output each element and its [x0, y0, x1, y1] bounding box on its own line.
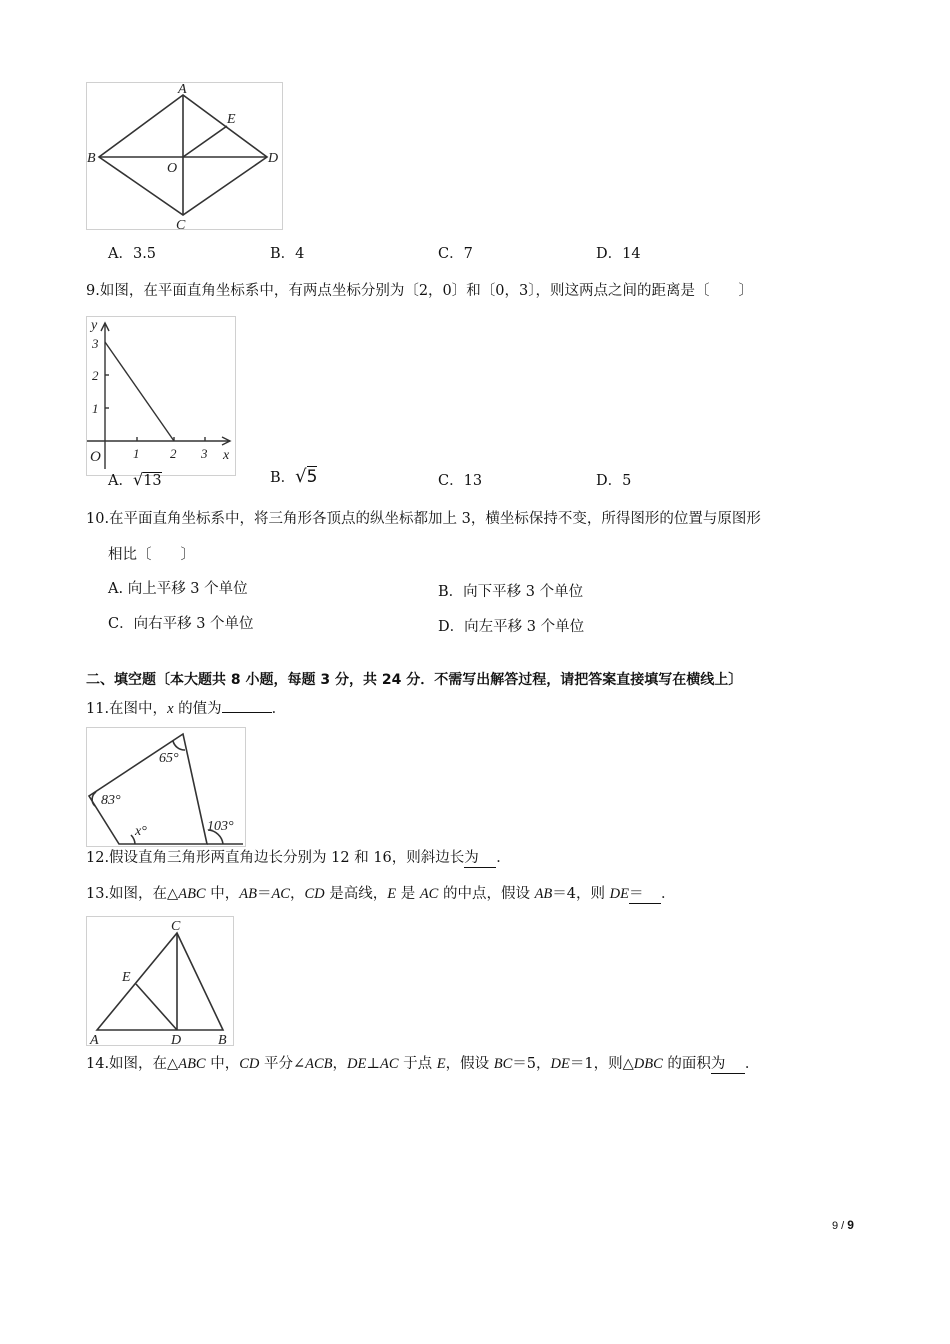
label-a: A: [90, 1033, 99, 1045]
text: DE: [347, 1056, 367, 1072]
y-tick-1: 1: [92, 401, 99, 416]
triangle-figure: [86, 916, 234, 1046]
text: DBC: [633, 1056, 663, 1072]
text: ＝5，: [512, 1056, 551, 1072]
text: BC: [493, 1056, 513, 1072]
x-tick-1: 1: [133, 446, 140, 461]
text: ＝4，则: [552, 886, 610, 902]
quadrilateral-figure: [86, 727, 246, 847]
answer-blank[interactable]: ＝: [629, 882, 661, 904]
label-b: B: [218, 1033, 227, 1045]
text: 中，: [205, 1056, 240, 1072]
q9-b-radicand: 5: [306, 467, 318, 487]
text: ＝: [256, 886, 272, 902]
q11-end: ．: [271, 701, 287, 717]
angle-65: 65°: [159, 751, 179, 766]
q10-text-line1: 10.在平面直角坐标系中，将三角形各顶点的纵坐标都加上 3，横坐标保持不变，所得图形的位置与原图形: [86, 511, 761, 527]
q9-text: 9.如图，在平面直角坐标系中，有两点坐标分别为〔2，0〕和〔0，3〕，则这两点之间的距离是〔 〕: [86, 283, 753, 299]
page-number: [832, 1218, 854, 1232]
q12-text: [86, 846, 511, 868]
text: 是: [396, 886, 420, 902]
text: ACB: [305, 1056, 333, 1072]
q11-suffix: 的值为: [173, 701, 222, 717]
text: E: [436, 1056, 446, 1072]
x-tick-2: 2: [170, 446, 177, 461]
label-c: C: [171, 919, 181, 934]
text: ，: [332, 1056, 348, 1072]
axis-y-label: y: [91, 318, 98, 333]
q8-option-d: D．14: [596, 246, 641, 262]
text: ⊥: [366, 1056, 381, 1072]
text: ，假设: [445, 1056, 494, 1072]
angle-83: 83°: [101, 793, 121, 808]
label-a: A: [178, 83, 187, 97]
q9-option-a: [108, 469, 162, 490]
answer-blank[interactable]: 为: [711, 1052, 745, 1074]
label-d: D: [268, 151, 279, 166]
axis-x-label: x: [223, 448, 230, 463]
text: 的中点，假设: [438, 886, 535, 902]
sqrt-icon: √: [295, 466, 307, 487]
y-tick-3: 3: [92, 336, 99, 351]
text: ＝1，则△: [569, 1056, 634, 1072]
coordinate-figure: [86, 316, 236, 476]
label-d: D: [171, 1033, 182, 1045]
q11-text: [86, 697, 286, 718]
text: ．: [744, 1056, 760, 1072]
label-e: E: [122, 970, 131, 985]
sqrt-icon: √: [132, 470, 144, 489]
text: 于点: [398, 1056, 437, 1072]
angle-103: 103°: [207, 819, 234, 834]
text: E: [387, 886, 397, 902]
y-tick-2: 2: [92, 368, 99, 383]
text: 平分∠: [259, 1056, 306, 1072]
answer-blank[interactable]: [222, 712, 272, 713]
text: 是高线，: [324, 886, 388, 902]
text: CD: [239, 1056, 260, 1072]
origin-label: O: [90, 449, 101, 465]
q10-option-b: B．向下平移 3 个单位: [438, 584, 584, 600]
text: 13.如图，在△: [86, 886, 179, 902]
text: DE: [550, 1056, 570, 1072]
q12-end: ．: [496, 850, 511, 866]
quad-outline: [89, 734, 207, 844]
page-sep: /: [838, 1220, 848, 1232]
section-title: 二、填空题〔本大题共 8 小题，每题 3 分，共 24 分．不需写出解答过程，请把答案直接填写在横线上〕: [86, 672, 743, 688]
text: AB: [239, 886, 257, 902]
text: ，: [289, 886, 305, 902]
triangle-outline: [97, 933, 223, 1030]
label-b: B: [87, 151, 96, 166]
text: ABC: [178, 1056, 206, 1072]
page-total: 9: [847, 1218, 854, 1232]
q12-body: 12.假设直角三角形两直角边长分别为 12 和 16，则斜边长: [86, 850, 465, 866]
text: AC: [419, 886, 439, 902]
q9-option-b: [270, 466, 317, 487]
q9-option-d: D．5: [596, 473, 632, 489]
q13-text: [86, 882, 675, 904]
label-e: E: [227, 112, 236, 127]
q10-option-c: C．向右平移 3 个单位: [108, 616, 254, 632]
text: ABC: [178, 886, 206, 902]
answer-blank[interactable]: 为: [464, 846, 496, 868]
q8-option-c: C．7: [438, 246, 473, 262]
text: AC: [271, 886, 290, 902]
text: AC: [380, 1056, 399, 1072]
q9-option-c: C．13: [438, 473, 483, 489]
text: 中，: [205, 886, 240, 902]
q11-prefix: 11.在图中，: [86, 701, 168, 717]
text: CD: [304, 886, 325, 902]
text: AB: [534, 886, 553, 902]
text: 14.如图，在△: [86, 1056, 179, 1072]
q9-a-radicand: 13: [143, 473, 162, 489]
text: DE: [609, 886, 629, 902]
text: ．: [660, 886, 676, 902]
q9-b-prefix: B．: [270, 470, 296, 486]
q14-text: [86, 1052, 759, 1074]
label-o: O: [167, 161, 178, 176]
q10-option-a: A. 向上平移 3 个单位: [108, 581, 248, 597]
q11-var: x: [167, 701, 174, 717]
label-c: C: [176, 218, 186, 229]
q8-option-b: B．4: [270, 246, 305, 262]
angle-x: x°: [135, 824, 147, 839]
x-tick-3: 3: [201, 446, 208, 461]
text: 的面积: [662, 1056, 711, 1072]
q9-a-prefix: A．: [108, 473, 133, 489]
q10-text-line2: 相比〔 〕: [108, 547, 195, 563]
rhombus-figure: [86, 82, 283, 230]
q8-option-a: A．3.5: [108, 246, 157, 262]
page-current: 9: [832, 1220, 839, 1232]
segment-line: [105, 342, 174, 441]
q10-option-d: D．向左平移 3 个单位: [438, 619, 585, 635]
